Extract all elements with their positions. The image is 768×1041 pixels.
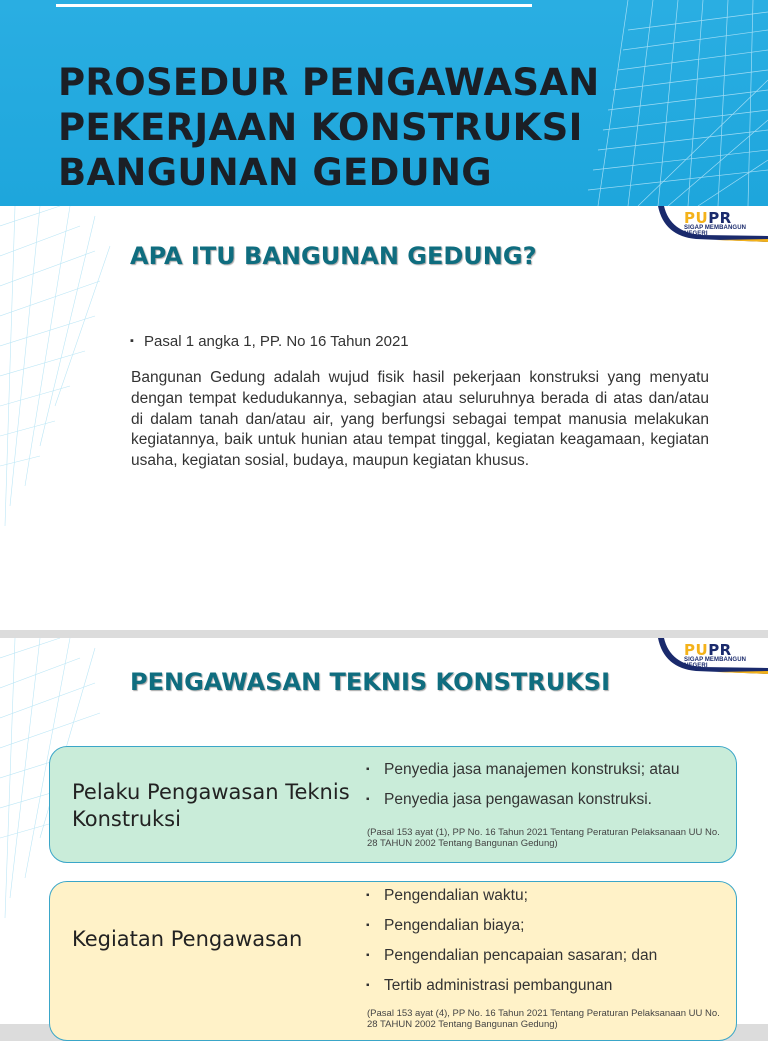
bullet-icon: ▪	[366, 980, 370, 991]
list-item: ▪ Pengendalian waktu;	[366, 885, 657, 915]
logo-tagline: SIGAP MEMBANGUN NEGERI	[684, 657, 747, 669]
reference-bullet	[130, 333, 409, 350]
box-pelaku	[49, 746, 737, 863]
bullet-icon: ▪	[366, 890, 370, 901]
logo-pr: PR	[708, 641, 732, 659]
list-item: ▪ Penyedia jasa pengawasan konstruksi.	[366, 789, 680, 819]
bullet-icon: ▪	[366, 764, 370, 775]
definition-paragraph: Bangunan Gedung adalah wujud fisik hasil pekerjaan konstruksi yang menyatu dengan tempat kedudukannya, sebagian atau seluruhnya berada di atas dan/atau di dalam tanah dan/atau air, yang berfungsi sebagai tempat manusia melakukan kegiatannya, baik untuk hunian atau tempat tinggal, kegiatan keagamaan, kegiatan usaha, kegiatan sosial, budaya, maupun kegiatan khusus.	[131, 369, 709, 470]
logo-pu: PU	[684, 641, 709, 659]
list-item: ▪ Tertib administrasi pembangunan	[366, 975, 657, 1005]
bullet-icon: ▪	[366, 950, 370, 961]
cover-title-line2: PEKERJAAN KONSTRUKSI	[58, 106, 583, 149]
list-item: ▪ Penyedia jasa manajemen konstruksi; atau	[366, 759, 680, 789]
box-pelaku-list	[366, 759, 680, 819]
reference-text: Pasal 1 angka 1, PP. No 16 Tahun 2021	[144, 333, 409, 350]
pupr-logo	[656, 206, 768, 242]
cover-title-line3: BANGUNAN GEDUNG	[58, 151, 492, 194]
slide3-title: PENGAWASAN TEKNIS KONSTRUKSI	[130, 668, 610, 696]
slide-definition	[0, 206, 768, 630]
slide2-title: APA ITU BANGUNAN GEDUNG?	[130, 242, 537, 270]
box-kegiatan-note: (Pasal 153 ayat (4), PP No. 16 Tahun 2021 Tentang Peraturan Pelaksanaan UU No. 28 TAHUN 2002 Tentang Bangunan Gedung)	[367, 1008, 720, 1030]
list-item: ▪ Pengendalian pencapaian sasaran; dan	[366, 945, 657, 975]
building-wireframe-icon	[0, 206, 130, 586]
logo-tagline: SIGAP MEMBANGUN NEGERI	[684, 225, 747, 237]
cover-title-line1: PROSEDUR PENGAWASAN	[58, 61, 600, 104]
logo-pu: PU	[684, 209, 709, 227]
bullet-icon: ▪	[366, 794, 370, 805]
cover-slide	[0, 0, 768, 206]
logo-pr: PR	[708, 209, 732, 227]
box-kegiatan	[49, 881, 737, 1041]
cover-title	[58, 60, 618, 195]
list-item: ▪ Pengendalian biaya;	[366, 915, 657, 945]
bullet-icon: ▪	[130, 335, 134, 347]
box-pelaku-label: Pelaku Pengawasan Teknis Konstruksi	[72, 780, 350, 831]
slide-supervision	[0, 638, 768, 1030]
box-kegiatan-label: Kegiatan Pengawasan	[72, 927, 303, 951]
bullet-icon: ▪	[366, 920, 370, 931]
box-pelaku-note: (Pasal 153 ayat (1), PP No. 16 Tahun 2021 Tentang Peraturan Pelaksanaan UU No. 28 TAHUN 2002 Tentang Bangunan Gedung)	[367, 827, 720, 849]
cover-top-line	[56, 4, 532, 7]
pupr-logo	[656, 638, 768, 674]
box-kegiatan-list	[366, 885, 657, 1005]
